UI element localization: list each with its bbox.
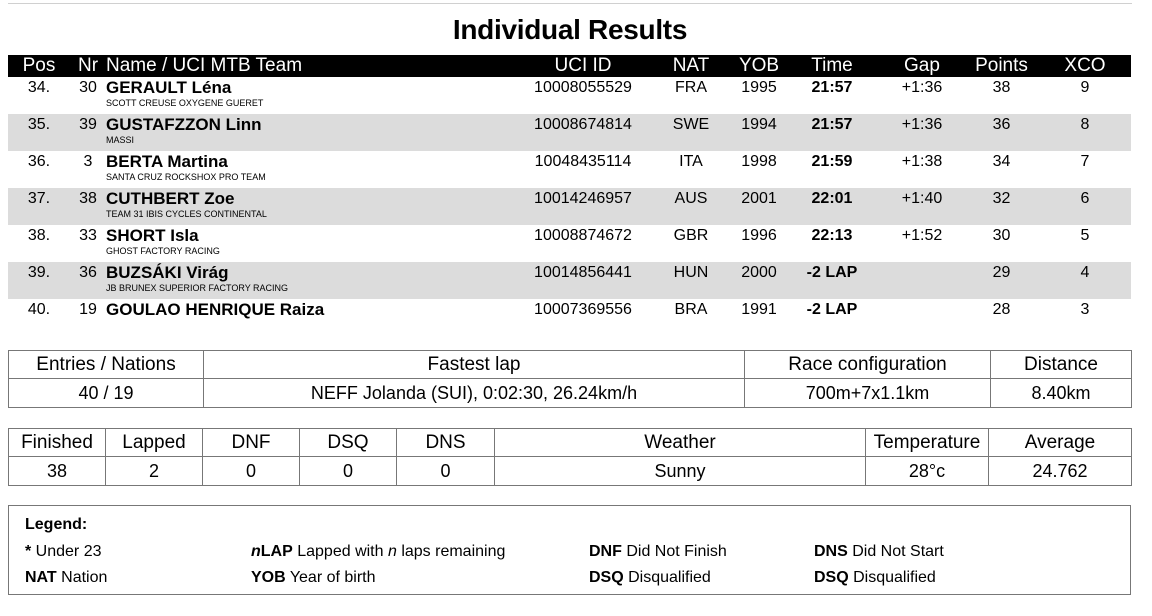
legend-u23-text: Under 23 (31, 543, 102, 560)
row-yob: 2000 (734, 262, 784, 299)
legend-dnf-text: Did Not Finish (621, 543, 727, 560)
legend-lap-text-n: n (387, 543, 397, 560)
legend-dns-text: Did Not Start (847, 543, 944, 560)
row-uci-id: 10008874672 (534, 227, 632, 244)
lapped-label: Lapped (106, 429, 203, 457)
row-gap: +1:52 (901, 227, 943, 244)
weather-value: Sunny (495, 457, 866, 486)
row-nat: GBR (673, 227, 709, 244)
row-xco: 5 (1080, 227, 1090, 244)
row-nr: 36 (70, 262, 106, 299)
legend-lap-text-b: laps remaining (396, 543, 506, 560)
row-nr: 38 (70, 188, 106, 225)
row-xco: 6 (1039, 188, 1131, 225)
legend-nat-key: NAT (25, 569, 57, 586)
col-nr-header: Nr (70, 55, 106, 77)
race-config-label: Race configuration (745, 351, 991, 379)
distance-value: 8.40km (991, 379, 1132, 408)
team-name: GHOST FACTORY RACING (106, 246, 220, 256)
legend-dsq-key: DSQ (589, 569, 624, 586)
row-name-team (106, 77, 518, 114)
table-row (8, 151, 1131, 188)
temperature-label: Temperature (866, 429, 989, 457)
row-yob: 2001 (734, 188, 784, 225)
row-name-team (106, 188, 518, 225)
race-config-value: 700m+7x1.1km (745, 379, 991, 408)
row-nr: 39 (70, 114, 106, 151)
row-nat: HUN (648, 262, 734, 299)
row-nat: SWE (648, 114, 734, 151)
legend-u23 (25, 543, 102, 561)
dsq-label: DSQ (300, 429, 397, 457)
row-points: 28 (992, 301, 1011, 318)
col-gap-header: Gap (880, 55, 964, 77)
row-time: 22:13 (811, 227, 853, 244)
rider-name: BUZSÁKI Virág (106, 263, 229, 282)
col-points-header: Points (964, 55, 1039, 77)
dnf-value: 0 (203, 457, 300, 486)
legend-dsq2-text: Disqualified (848, 569, 936, 586)
team-name: TEAM 31 IBIS CYCLES CONTINENTAL (106, 209, 267, 219)
row-nat: BRA (674, 301, 708, 318)
legend-lap-key: LAP (260, 543, 293, 560)
rider-name: SHORT Isla (106, 226, 199, 245)
row-name-team (106, 262, 518, 299)
legend-dsq2-key: DSQ (814, 569, 849, 586)
table-row (8, 77, 1131, 114)
row-uci-id: 10008055529 (534, 79, 632, 96)
row-xco: 8 (1039, 114, 1131, 151)
row-points: 34 (992, 153, 1011, 170)
dsq-value: 0 (300, 457, 397, 486)
legend-dnf-key: DNF (589, 543, 622, 560)
row-uci-id: 10014856441 (518, 262, 648, 299)
row-name-team (106, 151, 518, 188)
dns-value: 0 (397, 457, 495, 486)
team-name: SCOTT CREUSE OXYGENE GUERET (106, 98, 264, 108)
row-gap: +1:40 (880, 188, 964, 225)
finished-label: Finished (9, 429, 106, 457)
row-pos: 38. (27, 227, 51, 244)
row-points: 32 (964, 188, 1039, 225)
rider-name: BERTA Martina (106, 152, 228, 171)
row-xco: 4 (1039, 262, 1131, 299)
team-name: MASSI (106, 135, 135, 145)
fastest-lap-label: Fastest lap (204, 351, 745, 379)
row-points: 30 (992, 227, 1011, 244)
table-row (8, 299, 1131, 336)
legend-u23-key: * (25, 543, 32, 560)
fastest-lap-value: NEFF Jolanda (SUI), 0:02:30, 26.24km/h (204, 379, 745, 408)
row-nat: ITA (679, 153, 703, 170)
row-time: 21:57 (784, 114, 880, 151)
legend-lap-text-a: Lapped with (292, 543, 388, 560)
row-uci-id: 10008674814 (518, 114, 648, 151)
row-xco: 9 (1080, 79, 1090, 96)
row-time: 21:59 (811, 153, 853, 170)
row-gap: +1:38 (901, 153, 943, 170)
row-nat: FRA (675, 79, 707, 96)
legend-dns-key: DNS (814, 543, 848, 560)
race-info-table (8, 350, 1132, 408)
finished-value: 38 (9, 457, 106, 486)
legend-nat-text: Nation (56, 569, 108, 586)
rider-name: GERAULT Léna (106, 78, 232, 97)
col-uciid-header: UCI ID (518, 55, 648, 77)
legend-dnf (589, 543, 727, 561)
row-time: 22:01 (784, 188, 880, 225)
row-name-team (106, 299, 518, 336)
table-row (8, 188, 1131, 225)
lapped-value: 2 (106, 457, 203, 486)
legend-dsq-text: Disqualified (623, 569, 711, 586)
table-row (8, 114, 1131, 151)
row-gap: +1:36 (901, 79, 943, 96)
row-yob: 1994 (734, 114, 784, 151)
col-yob-header: YOB (734, 55, 784, 77)
rider-name: CUTHBERT Zoe (106, 189, 235, 208)
row-points: 38 (992, 79, 1011, 96)
entries-value: 40 / 19 (9, 379, 204, 408)
table-row (8, 225, 1131, 262)
row-yob: 1991 (741, 301, 777, 318)
row-gap: +1:36 (880, 114, 964, 151)
row-pos: 36. (27, 153, 51, 170)
legend-box (8, 505, 1131, 595)
row-time: -2 LAP (806, 301, 858, 318)
row-nat: AUS (648, 188, 734, 225)
row-nr: 3 (83, 153, 93, 170)
legend-dsq-2 (814, 569, 936, 587)
row-time: -2 LAP (784, 262, 880, 299)
legend-nat (25, 569, 107, 587)
col-pos-header: Pos (8, 55, 70, 77)
row-name-team (106, 225, 518, 262)
legend-title: Legend: (25, 516, 88, 533)
row-time: 21:57 (811, 79, 853, 96)
legend-dsq (589, 569, 711, 587)
row-pos: 39. (8, 262, 70, 299)
row-nr: 33 (79, 227, 97, 244)
rider-name: GUSTAFZZON Linn (106, 115, 262, 134)
col-time-header: Time (784, 55, 880, 77)
top-rule (8, 3, 1132, 4)
dnf-label: DNF (203, 429, 300, 457)
row-points: 36 (964, 114, 1039, 151)
row-xco: 7 (1080, 153, 1090, 170)
legend-lap (251, 543, 505, 561)
legend-yob (251, 569, 376, 587)
legend-dns (814, 543, 944, 561)
row-gap (880, 299, 964, 336)
team-name: SANTA CRUZ ROCKSHOX PRO TEAM (106, 172, 266, 182)
row-pos: 40. (27, 301, 51, 318)
row-name-team (106, 114, 518, 151)
col-nat-header: NAT (648, 55, 734, 77)
page-title: Individual Results (452, 14, 688, 45)
entries-label: Entries / Nations (9, 351, 204, 379)
row-yob: 1996 (741, 227, 777, 244)
row-yob: 1995 (741, 79, 777, 96)
row-pos: 37. (8, 188, 70, 225)
average-label: Average (989, 429, 1132, 457)
legend-lap-key-n: n (251, 543, 261, 560)
row-yob: 1998 (741, 153, 777, 170)
distance-label: Distance (991, 351, 1132, 379)
race-stats-table (8, 428, 1132, 486)
row-uci-id: 10007369556 (534, 301, 632, 318)
legend-yob-text: Year of birth (285, 569, 376, 586)
rider-name: GOULAO HENRIQUE Raiza (106, 300, 325, 319)
row-uci-id: 10014246957 (518, 188, 648, 225)
row-nr: 30 (79, 79, 97, 96)
row-uci-id: 10048435114 (534, 153, 632, 170)
team-name: JB BRUNEX SUPERIOR FACTORY RACING (106, 283, 289, 293)
results-table (8, 55, 1131, 336)
col-name-header: Name / UCI MTB Team (106, 55, 518, 77)
temperature-value: 28°c (866, 457, 989, 486)
row-points: 29 (964, 262, 1039, 299)
average-value: 24.762 (989, 457, 1132, 486)
col-xco-header: XCO (1039, 55, 1131, 77)
results-header-row (8, 55, 1131, 77)
row-gap (880, 262, 964, 299)
legend-yob-key: YOB (251, 569, 286, 586)
row-pos: 34. (27, 79, 51, 96)
dns-label: DNS (397, 429, 495, 457)
weather-label: Weather (495, 429, 866, 457)
row-pos: 35. (8, 114, 70, 151)
row-nr: 19 (79, 301, 97, 318)
table-row (8, 262, 1131, 299)
row-xco: 3 (1080, 301, 1090, 318)
